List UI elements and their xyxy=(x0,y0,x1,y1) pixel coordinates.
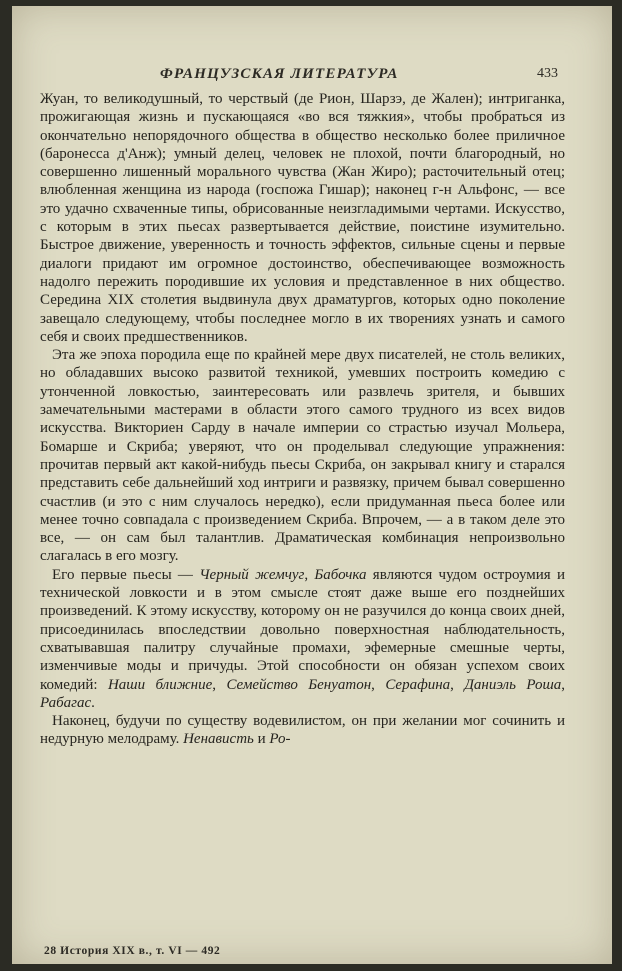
paragraph xyxy=(40,566,565,712)
work-title: Черный жемчуг xyxy=(199,566,305,583)
text-run: , xyxy=(561,676,566,693)
text-run: Эта же эпоха породила еще по крайней мере двух писателей, не столь великих, но обладавших высоко развитой техникой, умевших построить комедию с утонченной ловкостью, заинтересовать или развлечь зрителя, и бывших замечательными мастерами в области этого самого трудного из всех видов искусства. Викториен Сарду в начале империи со страстью изучал Мольера, Бомарше и Скриба; уверяют, что он проделывал следующие упражнения: прочитав первый акт какой-нибудь пьесы Скриба, он закрывал книгу и старался представить себе дальнейший ход интриги и развязку, причем бывал совершенно счастлив (и это с ним случалось нередко), если придуманная пьеса более или менее точно совпадала с произведением Скриба. Впрочем, — а в таком деле это все, — он сам был талантлив. Драматическая комбинация непроизвольно слагалась в его мозгу. xyxy=(40,347,565,565)
work-title: Ненависть xyxy=(183,731,254,748)
paragraph xyxy=(40,712,565,749)
text-run: Жуан, то великодушный, то черствый (де Рион, Шарзэ, де Жален); интриганка, прожигающая жизнь и пускающаяся «во вся тяжкия», чтобы пробраться из окончательно непорядочного общества в общество несколько более приличное (баронесса д'Анж); умный делец, человек не плохой, почти благородный, но совершенно лишенный морального чувства (Жан Жиро); расточительный отец; влюбленная женщина из народа (госпожа Гишар); наконец г-н Альфонс, — все это удачно схваченные типы, обрисованные неизгладимыми чертами. Искусство, с которым в этих пьесах развертывается действие, поистине изумительно. Быстрое движение, уверенность и точность эффектов, сильные сцены и первые диалоги придают им огромное достоинство, обеспечивающее возможность надолго пережить породившие их условия и представленное в них общество. Середина XIX столетия выдвинула двух драматургов, которых одно поколение завещало следующему, чтобы последнее могло в их творениях узнать и самого себя и своих предшественников. xyxy=(40,91,565,345)
paragraph xyxy=(40,90,565,346)
page-number: 433 xyxy=(537,66,558,81)
text-run: и xyxy=(253,731,270,748)
work-title: Наши ближние xyxy=(107,676,213,693)
text-run: Наконец, будучи по существу водевилистом, он при желании мог сочинить и недурную мелодраму. xyxy=(40,713,565,748)
paragraph xyxy=(40,346,565,566)
work-title: Серафина xyxy=(385,676,451,693)
running-head xyxy=(12,66,612,86)
book-page xyxy=(12,6,612,964)
text-run: . xyxy=(91,694,95,711)
work-title: Даниэль Роша xyxy=(464,676,562,693)
text-run: , xyxy=(450,676,465,693)
text-run: , xyxy=(304,566,315,583)
work-title: Рабагас xyxy=(40,694,92,711)
work-title: Бабочка xyxy=(314,566,367,583)
text-run: Его первые пьесы — xyxy=(52,566,200,583)
printer-signature: 28 История XIX в., т. VI — 492 xyxy=(44,945,221,957)
text-run: , xyxy=(371,676,386,693)
work-title: Семейство Бенуатон xyxy=(226,676,372,693)
work-title: Ро- xyxy=(269,731,291,748)
running-head-title: ФРАНЦУЗСКАЯ ЛИТЕРАТУРА xyxy=(160,66,399,82)
body-text xyxy=(40,90,565,749)
text-run: являются чудом остроумия и технической ловкости и в этом смысле стоят даже выше его позднейших произведений. К этому искусству, которому он не разучился до конца своих дней, присоединилась впоследствии довольно поверхностная наблюдательность, схватывавшая палитру случайные промахи, эфемерные смешные черты, изменчивые моды и причуды. Этой способности он обязан успехом своих комедий: xyxy=(40,566,565,693)
text-run: , xyxy=(212,676,227,693)
